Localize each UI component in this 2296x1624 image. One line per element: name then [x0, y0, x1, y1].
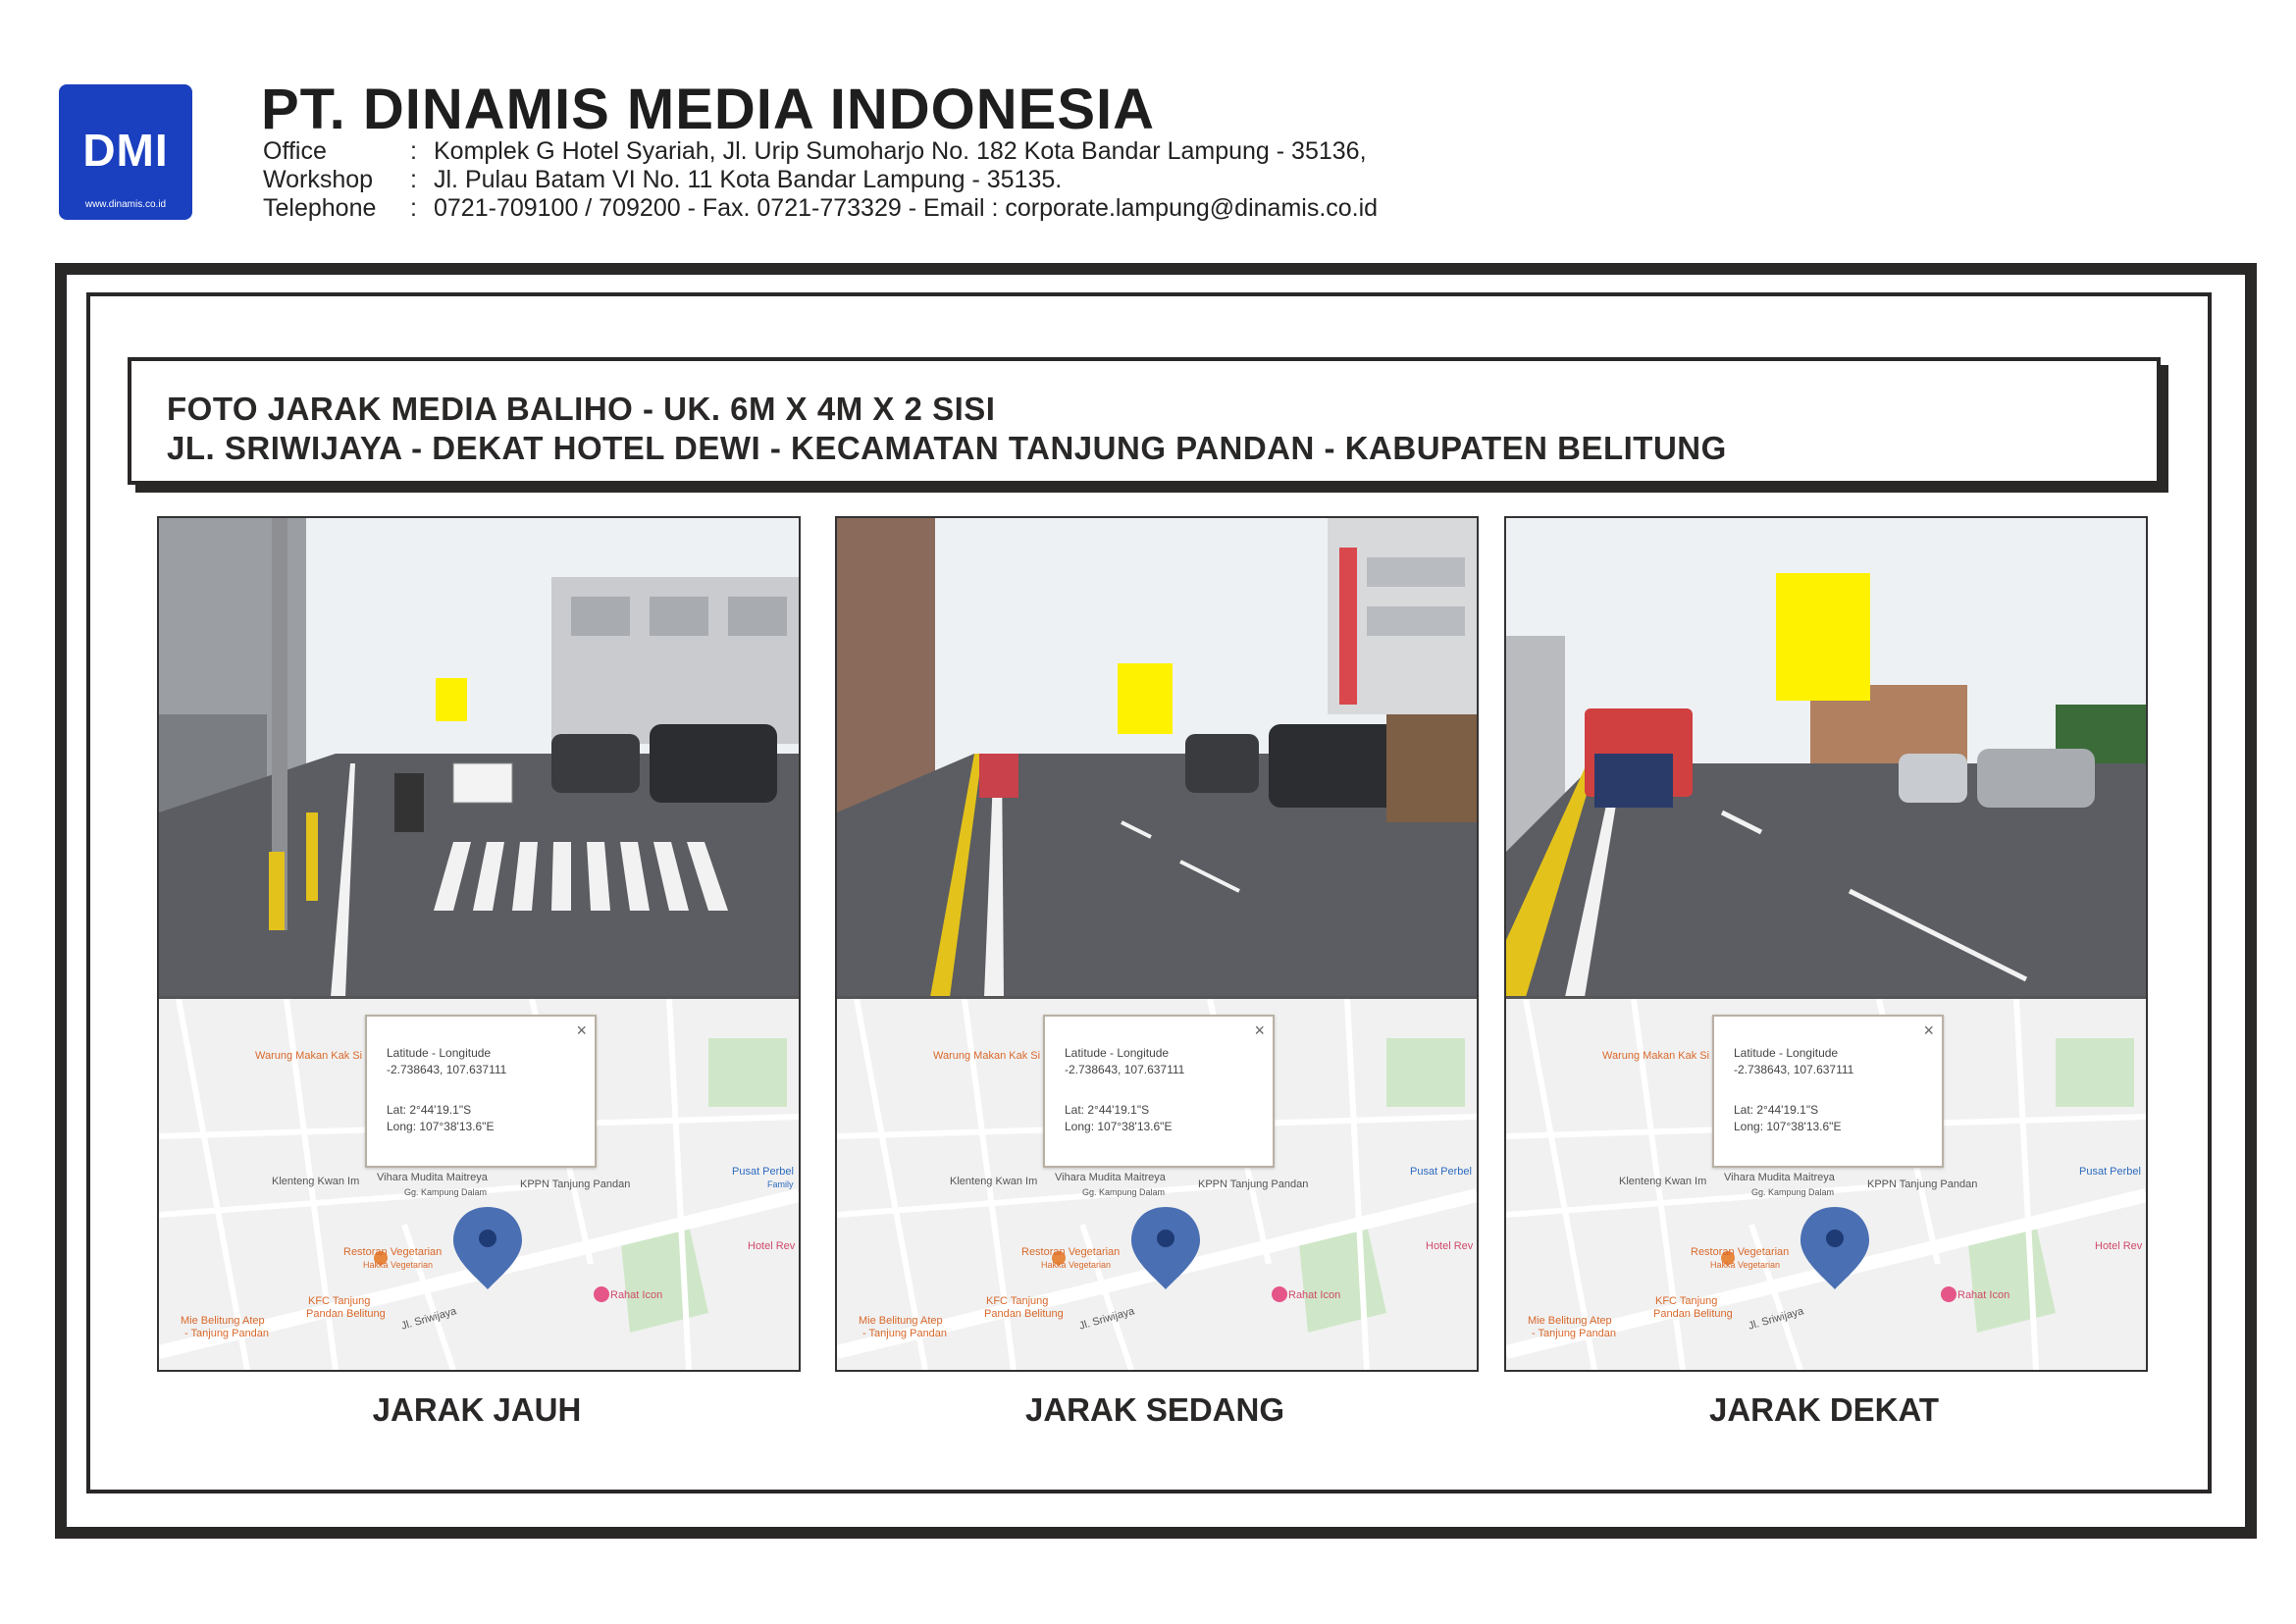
map-label: KFC Tanjung	[1655, 1295, 1718, 1307]
coordinate-popup	[1712, 1015, 1944, 1168]
map-label: Klenteng Kwan Im	[950, 1176, 1038, 1187]
company-logo	[59, 84, 192, 220]
latlong-value: -2.738643, 107.637111	[1734, 1063, 1854, 1076]
workshop-address: Jl. Pulau Batam VI No. 11 Kota Bandar Lampung - 35135.	[434, 166, 1063, 193]
map-label: Restoran Vegetarian	[343, 1246, 443, 1258]
long-value: Long: 107°38'13.6"E	[387, 1120, 495, 1133]
map-label: KPPN Tanjung Pandan	[1867, 1179, 1978, 1190]
map-label: Family	[767, 1179, 794, 1189]
workshop-separator: :	[410, 166, 417, 193]
map-label: Gg. Kampung Dalam	[404, 1187, 488, 1197]
billboard-marker	[1118, 663, 1173, 734]
telephone-value: 0721-709100 / 709200 - Fax. 0721-773329 - Email : corporate.lampung@dinamis.co.id	[434, 194, 1379, 222]
workshop-label: Workshop	[263, 166, 374, 193]
telephone-row	[263, 194, 1378, 223]
map-label: Jl. Sriwijaya	[1747, 1305, 1805, 1333]
logo-website: www.dinamis.co.id	[84, 199, 167, 210]
lat-value: Lat: 2°44'19.1"S	[1734, 1103, 1819, 1117]
billboard-marker	[436, 678, 467, 721]
map-label: Pusat Perbel	[1410, 1166, 1472, 1178]
office-address: Komplek G Hotel Syariah, Jl. Urip Sumoharjo No. 182 Kota Bandar Lampung - 35136,	[434, 137, 1367, 165]
company-contact-info	[263, 137, 1378, 223]
title-line-2: JL. SRIWIJAYA - DEKAT HOTEL DEWI - KECAMATAN TANJUNG PANDAN - KABUPATEN BELITUNG	[167, 430, 1727, 466]
title-box	[128, 357, 2161, 485]
caption-jarak-sedang: JARAK SEDANG	[1024, 1391, 1285, 1428]
panel-jarak-jauh	[157, 516, 801, 1372]
map-label: Restoran Vegetarian	[1021, 1246, 1121, 1258]
workshop-row	[263, 166, 1378, 194]
map-label: Hakka Vegetarian	[1710, 1260, 1781, 1270]
map-label: Gg. Kampung Dalam	[1082, 1187, 1166, 1197]
close-icon[interactable]: ×	[576, 1021, 587, 1040]
long-value: Long: 107°38'13.6"E	[1734, 1120, 1842, 1133]
logo-text: DMI	[82, 125, 169, 176]
street-photo-far	[159, 518, 799, 997]
latlong-label: Latitude - Longitude	[387, 1046, 492, 1060]
map-label: Rahat Icon	[1957, 1289, 2010, 1301]
location-map	[159, 999, 799, 1370]
map-label: Pandan Belitung	[306, 1308, 386, 1320]
map-label: Warung Makan Kak Si	[1602, 1050, 1710, 1062]
map-label: Hotel Rev	[748, 1240, 796, 1252]
map-label: Rahat Icon	[1288, 1289, 1341, 1301]
map-label: Hakka Vegetarian	[363, 1260, 434, 1270]
map-label: Pandan Belitung	[984, 1308, 1064, 1320]
map-label: Jl. Sriwijaya	[399, 1305, 458, 1333]
map-label: Mie Belitung Atep	[859, 1315, 943, 1327]
telephone-label: Telephone	[263, 194, 377, 222]
map-label: Rahat Icon	[610, 1289, 663, 1301]
title-line-1: FOTO JARAK MEDIA BALIHO - UK. 6M X 4M X 2 SISI	[167, 391, 996, 427]
caption-jarak-dekat: JARAK DEKAT	[1708, 1391, 1940, 1428]
location-map	[837, 999, 1477, 1370]
map-label: Mie Belitung Atep	[181, 1315, 265, 1327]
map-label: - Tanjung Pandan	[862, 1328, 948, 1339]
map-label: Hotel Rev	[1426, 1240, 1474, 1252]
location-map	[1506, 999, 2146, 1370]
map-label: Klenteng Kwan Im	[1619, 1176, 1707, 1187]
map-label: Hakka Vegetarian	[1041, 1260, 1112, 1270]
map-label: Pusat Perbel	[732, 1166, 794, 1178]
map-label: - Tanjung Pandan	[184, 1328, 270, 1339]
lat-value: Lat: 2°44'19.1"S	[387, 1103, 472, 1117]
office-row	[263, 137, 1378, 166]
telephone-separator: :	[410, 194, 417, 222]
close-icon[interactable]: ×	[1923, 1021, 1934, 1040]
map-label: Pusat Perbel	[2079, 1166, 2141, 1178]
street-photo-near	[1506, 518, 2146, 997]
latlong-label: Latitude - Longitude	[1734, 1046, 1839, 1060]
latlong-value: -2.738643, 107.637111	[387, 1063, 507, 1076]
map-label: Vihara Mudita Maitreya	[1055, 1172, 1166, 1183]
map-label: Warung Makan Kak Si	[933, 1050, 1041, 1062]
close-icon[interactable]: ×	[1254, 1021, 1265, 1040]
map-label: KPPN Tanjung Pandan	[1198, 1179, 1309, 1190]
map-label: KFC Tanjung	[986, 1295, 1049, 1307]
map-label: Mie Belitung Atep	[1528, 1315, 1612, 1327]
map-label: Pandan Belitung	[1653, 1308, 1733, 1320]
map-label: Hotel Rev	[2095, 1240, 2143, 1252]
street-photo-medium	[837, 518, 1477, 997]
lat-value: Lat: 2°44'19.1"S	[1065, 1103, 1150, 1117]
map-label: KPPN Tanjung Pandan	[520, 1179, 631, 1190]
long-value: Long: 107°38'13.6"E	[1065, 1120, 1173, 1133]
office-separator: :	[410, 137, 417, 165]
coordinate-popup	[1043, 1015, 1275, 1168]
map-label: Vihara Mudita Maitreya	[377, 1172, 488, 1183]
map-label: Jl. Sriwijaya	[1077, 1305, 1136, 1333]
panel-jarak-sedang	[835, 516, 1479, 1372]
panel-jarak-dekat	[1504, 516, 2148, 1372]
map-label: KFC Tanjung	[308, 1295, 371, 1307]
billboard-marker	[1776, 573, 1870, 701]
caption-jarak-jauh: JARAK JAUH	[372, 1391, 582, 1428]
map-label: - Tanjung Pandan	[1532, 1328, 1617, 1339]
latlong-value: -2.738643, 107.637111	[1065, 1063, 1185, 1076]
map-label: Restoran Vegetarian	[1691, 1246, 1790, 1258]
coordinate-popup	[365, 1015, 597, 1168]
latlong-label: Latitude - Longitude	[1065, 1046, 1170, 1060]
company-name: PT. DINAMIS MEDIA INDONESIA	[261, 78, 1156, 141]
map-label: Vihara Mudita Maitreya	[1724, 1172, 1835, 1183]
map-label: Gg. Kampung Dalam	[1751, 1187, 1835, 1197]
map-label: Warung Makan Kak Si	[255, 1050, 363, 1062]
office-label: Office	[263, 137, 327, 165]
map-label: Klenteng Kwan Im	[272, 1176, 360, 1187]
